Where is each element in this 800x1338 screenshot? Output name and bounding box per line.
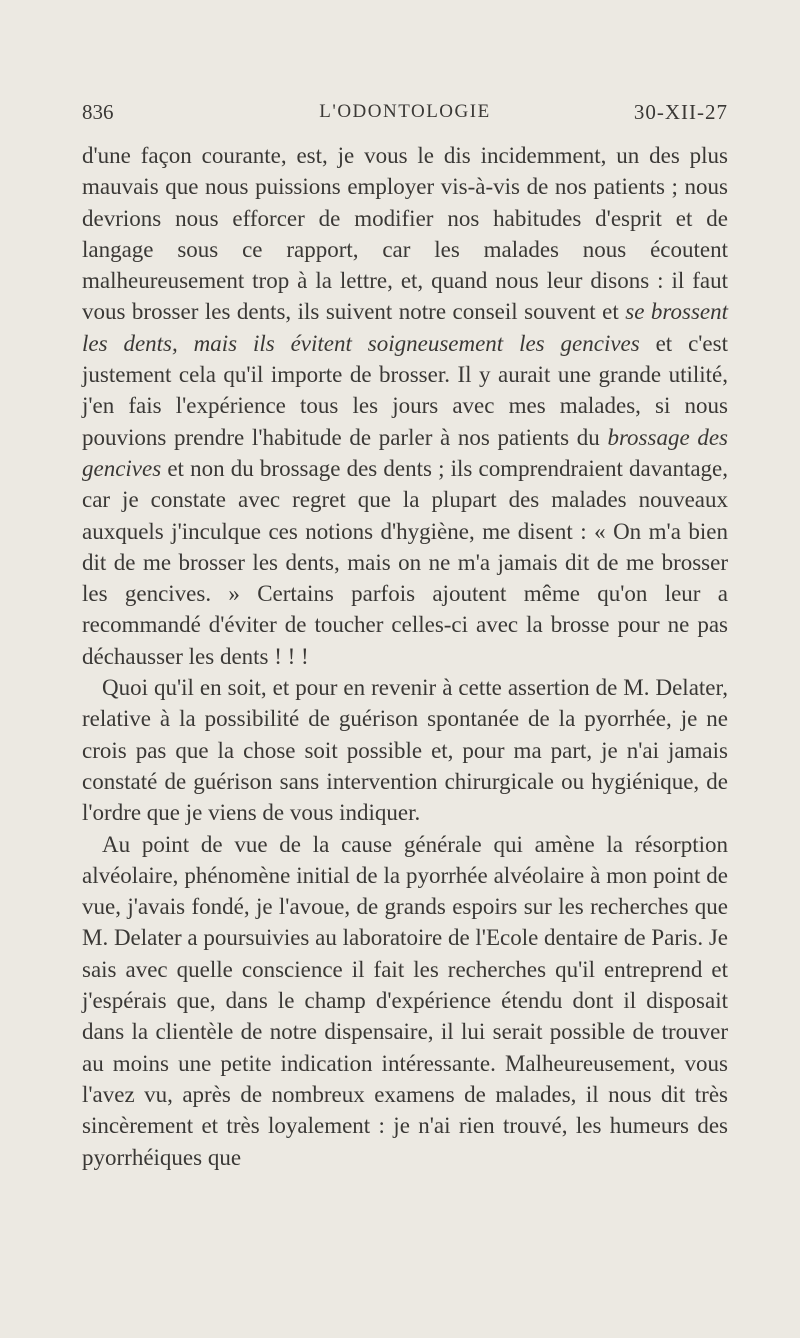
text-segment: Au point de vue de la cause générale qui amène la résorption alvéolaire, phénomène initial de la pyorrhée alvéolaire à mon point de vue, j'avais fondé, je l'avoue, de grands espoirs sur les recherches que M. Delater a poursuivies au laboratoire de l'Ecole dentaire de Paris. Je sais avec quelle conscience il fait les recherches qu'il entreprend et j'espérais que, dans le champ d'expérience étendu dont il disposait dans la clientèle de notre dispensaire, il lui serait possible de trouver au moins une petite indication intéressante. Malheureusement, vous l'avez vu, après de nombreux examens de malades, il nous dit très sincèrement et très loyalement : je n'ai rien trouvé, les humeurs des pyorrhéiques que <box>82 831 728 1170</box>
italic-segment: brossage des gencives <box>82 424 728 481</box>
page-number: 836 <box>82 100 114 124</box>
journal-title: L'ODONTOLOGIE <box>319 101 491 122</box>
body-text <box>82 140 728 1173</box>
text-segment: et c'est justement cela qu'il importe de brosser. Il y aurait une grande utilité, j'en fais l'expérience tous les jours avec mes malades, si nous pouvions prendre l'habitude de parler à nos patients du <box>82 330 728 450</box>
text-segment: d'une façon courante, est, je vous le dis incidemment, un des plus mauvais que nous puissions employer vis-à-vis de nos patients ; nous devrions nous efforcer de modifier nos habitudes d'esprit et de langage sous ce rapport, car les malades nous écoutent malheureusement trop à la lettre, et, quand nous leur disons : il faut vous brosser les dents, ils suivent notre conseil souvent et <box>82 143 728 325</box>
italic-segment: se brossent les dents, mais ils évitent soigneusement les gencives <box>82 299 729 356</box>
paragraph-2 <box>82 672 728 828</box>
paragraph-1 <box>82 140 728 672</box>
issue-date: 30-XII-27 <box>633 100 728 124</box>
paragraph-3 <box>82 829 728 1173</box>
text-segment: Quoi qu'il en soit, et pour en revenir à cette assertion de M. Delater, relative à la possibilité de guérison spontanée de la pyorrhée, je ne crois pas que la chose soit possible et, pour ma part, je n'ai jamais constaté de guérison sans intervention chirurgicale ou hygiénique, de l'ordre que je viens de vous indiquer. <box>82 675 728 826</box>
text-segment: et non du brossage des dents ; ils comprendraient davantage, car je constate avec regret que la plupart des malades nouveaux auxquels j'inculque ces notions d'hygiène, me disent : « On m'a bien dit de me brosser les dents, mais on ne m'a jamais dit de me brosser les gencives. » Certains parfois ajoutent même qu'on leur a recommandé d'éviter de toucher celles-ci avec la brosse pour ne pas déchausser les dents ! ! ! <box>82 455 728 669</box>
running-head <box>82 100 728 132</box>
